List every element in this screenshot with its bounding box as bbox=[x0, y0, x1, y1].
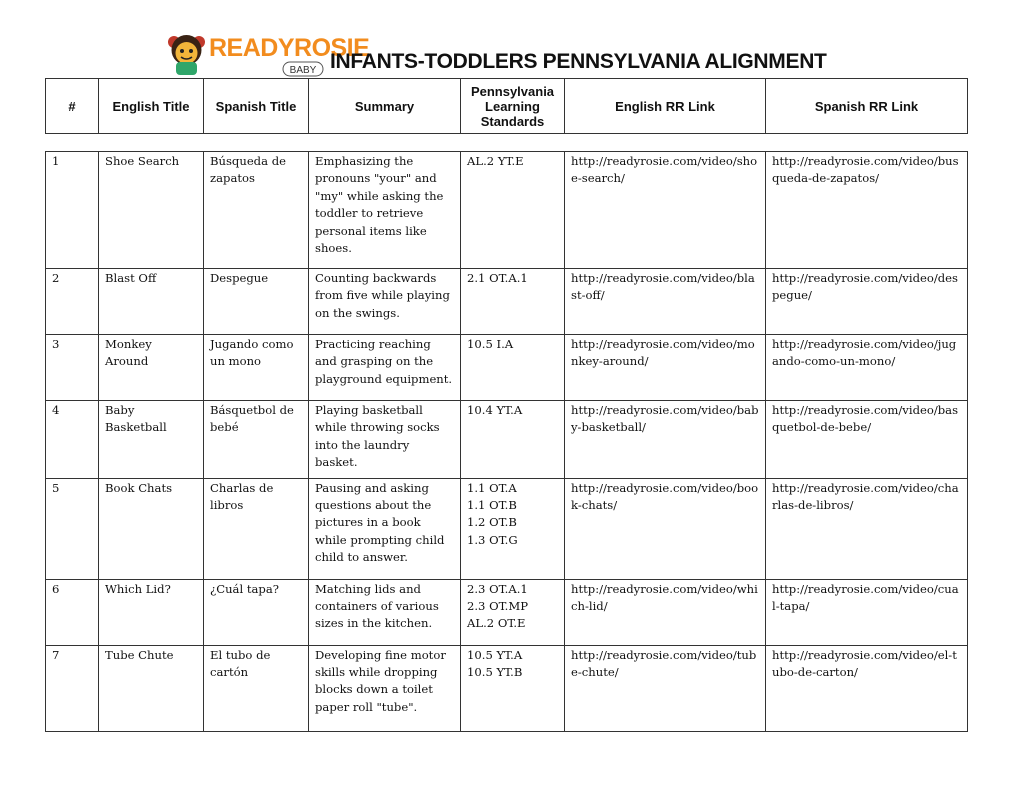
column-header-summary: Summary bbox=[309, 79, 461, 134]
column-header-spanish-title: Spanish Title bbox=[204, 79, 309, 134]
spanish-link-cell[interactable]: http://readyrosie.com/video/charlas-de-libros/ bbox=[766, 478, 968, 579]
table-row bbox=[46, 152, 968, 269]
row-number-cell: 2 bbox=[46, 269, 99, 335]
english-link-cell[interactable]: http://readyrosie.com/video/which-lid/ bbox=[565, 579, 766, 645]
standard-code: 2.3 OT.A.1 bbox=[467, 581, 528, 596]
spanish-link-cell[interactable]: http://readyrosie.com/video/el-tubo-de-carton/ bbox=[766, 645, 968, 731]
spanish-link-cell[interactable]: http://readyrosie.com/video/busqueda-de-zapatos/ bbox=[766, 152, 968, 269]
standards-cell bbox=[461, 269, 565, 335]
english-link-cell[interactable]: http://readyrosie.com/video/shoe-search/ bbox=[565, 152, 766, 269]
svg-text:READYROSIE: READYROSIE bbox=[209, 34, 370, 62]
table-row bbox=[46, 335, 968, 401]
summary-cell: Playing basketball while throwing socks into the laundry basket. bbox=[309, 401, 461, 479]
column-header-english-link: English RR Link bbox=[565, 79, 766, 134]
standards-cell bbox=[461, 478, 565, 579]
document-header bbox=[165, 28, 885, 80]
table-row bbox=[46, 269, 968, 335]
spanish-title-cell: Básquetbol de bebé bbox=[204, 401, 309, 479]
standards-cell bbox=[461, 401, 565, 479]
summary-cell: Practicing reaching and grasping on the playground equipment. bbox=[309, 335, 461, 401]
spanish-title-cell: El tubo de cartón bbox=[204, 645, 309, 731]
row-number-cell: 3 bbox=[46, 335, 99, 401]
summary-cell: Counting backwards from five while playing on the swings. bbox=[309, 269, 461, 335]
english-title-cell: Baby Basketball bbox=[99, 401, 204, 479]
standard-code: 2.3 OT.MP bbox=[467, 599, 529, 614]
standard-code: 1.1 OT.B bbox=[467, 498, 517, 513]
spanish-link-cell[interactable]: http://readyrosie.com/video/cual-tapa/ bbox=[766, 579, 968, 645]
spanish-link-cell[interactable]: http://readyrosie.com/video/basquetbol-de-bebe/ bbox=[766, 401, 968, 479]
row-number-cell: 4 bbox=[46, 401, 99, 479]
row-number-cell: 7 bbox=[46, 645, 99, 731]
english-title-cell: Shoe Search bbox=[99, 152, 204, 269]
column-header-number: # bbox=[46, 79, 99, 134]
english-title-cell: Tube Chute bbox=[99, 645, 204, 731]
table-row bbox=[46, 478, 968, 579]
english-link-cell[interactable]: http://readyrosie.com/video/book-chats/ bbox=[565, 478, 766, 579]
standard-code: 1.3 OT.G bbox=[467, 532, 518, 547]
english-link-cell[interactable]: http://readyrosie.com/video/blast-off/ bbox=[565, 269, 766, 335]
column-header-spanish-link: Spanish RR Link bbox=[766, 79, 968, 134]
standard-code: 1.2 OT.B bbox=[467, 515, 517, 530]
spanish-title-cell: Jugando como un mono bbox=[204, 335, 309, 401]
english-link-cell[interactable]: http://readyrosie.com/video/baby-basketball/ bbox=[565, 401, 766, 479]
standard-code: 1.1 OT.A bbox=[467, 480, 517, 495]
english-title-cell: Monkey Around bbox=[99, 335, 204, 401]
row-number-cell: 1 bbox=[46, 152, 99, 269]
column-header-english-title: English Title bbox=[99, 79, 204, 134]
page-title: INFANTS-TODDLERS PENNSYLVANIA ALIGNMENT bbox=[330, 50, 827, 73]
english-link-cell[interactable]: http://readyrosie.com/video/monkey-around/ bbox=[565, 335, 766, 401]
english-title-cell: Which Lid? bbox=[99, 579, 204, 645]
spanish-title-cell: Despegue bbox=[204, 269, 309, 335]
standard-code: 10.5 I.A bbox=[467, 337, 514, 351]
table-row bbox=[46, 579, 968, 645]
standard-code: 2.1 OT.A.1 bbox=[467, 271, 528, 285]
summary-cell: Developing fine motor skills while dropping blocks down a toilet paper roll "tube". bbox=[309, 645, 461, 731]
standard-code: AL.2 OT.E bbox=[467, 616, 526, 631]
standards-cell bbox=[461, 152, 565, 269]
summary-cell: Emphasizing the pronouns "your" and "my" while asking the toddler to retrieve personal items like shoes. bbox=[309, 152, 461, 269]
row-number-cell: 6 bbox=[46, 579, 99, 645]
standard-code: AL.2 YT.E bbox=[467, 154, 524, 168]
standards-cell bbox=[461, 335, 565, 401]
standards-cell bbox=[461, 579, 565, 645]
english-title-cell: Blast Off bbox=[99, 269, 204, 335]
table-row bbox=[46, 401, 968, 479]
summary-cell: Pausing and asking questions about the pictures in a book while prompting child child to answer. bbox=[309, 478, 461, 579]
spanish-title-cell: Charlas de libros bbox=[204, 478, 309, 579]
summary-cell: Matching lids and containers of various sizes in the kitchen. bbox=[309, 579, 461, 645]
spanish-link-cell[interactable]: http://readyrosie.com/video/jugando-como-un-mono/ bbox=[766, 335, 968, 401]
column-header-standards: Pennsylvania Learning Standards bbox=[461, 79, 565, 134]
alignment-table-header bbox=[45, 78, 968, 134]
standards-cell bbox=[461, 645, 565, 731]
alignment-table bbox=[45, 151, 968, 732]
svg-text:BABY: BABY bbox=[289, 65, 317, 76]
standard-code: 10.4 YT.A bbox=[467, 403, 523, 417]
spanish-link-cell[interactable]: http://readyrosie.com/video/despegue/ bbox=[766, 269, 968, 335]
readyrosie-baby-logo bbox=[165, 28, 370, 80]
row-number-cell: 5 bbox=[46, 478, 99, 579]
table-row bbox=[46, 645, 968, 731]
standard-code: 10.5 YT.A bbox=[467, 647, 523, 662]
spanish-title-cell: ¿Cuál tapa? bbox=[204, 579, 309, 645]
standard-code: 10.5 YT.B bbox=[467, 665, 523, 680]
english-title-cell: Book Chats bbox=[99, 478, 204, 579]
english-link-cell[interactable]: http://readyrosie.com/video/tube-chute/ bbox=[565, 645, 766, 731]
spanish-title-cell: Búsqueda de zapatos bbox=[204, 152, 309, 269]
